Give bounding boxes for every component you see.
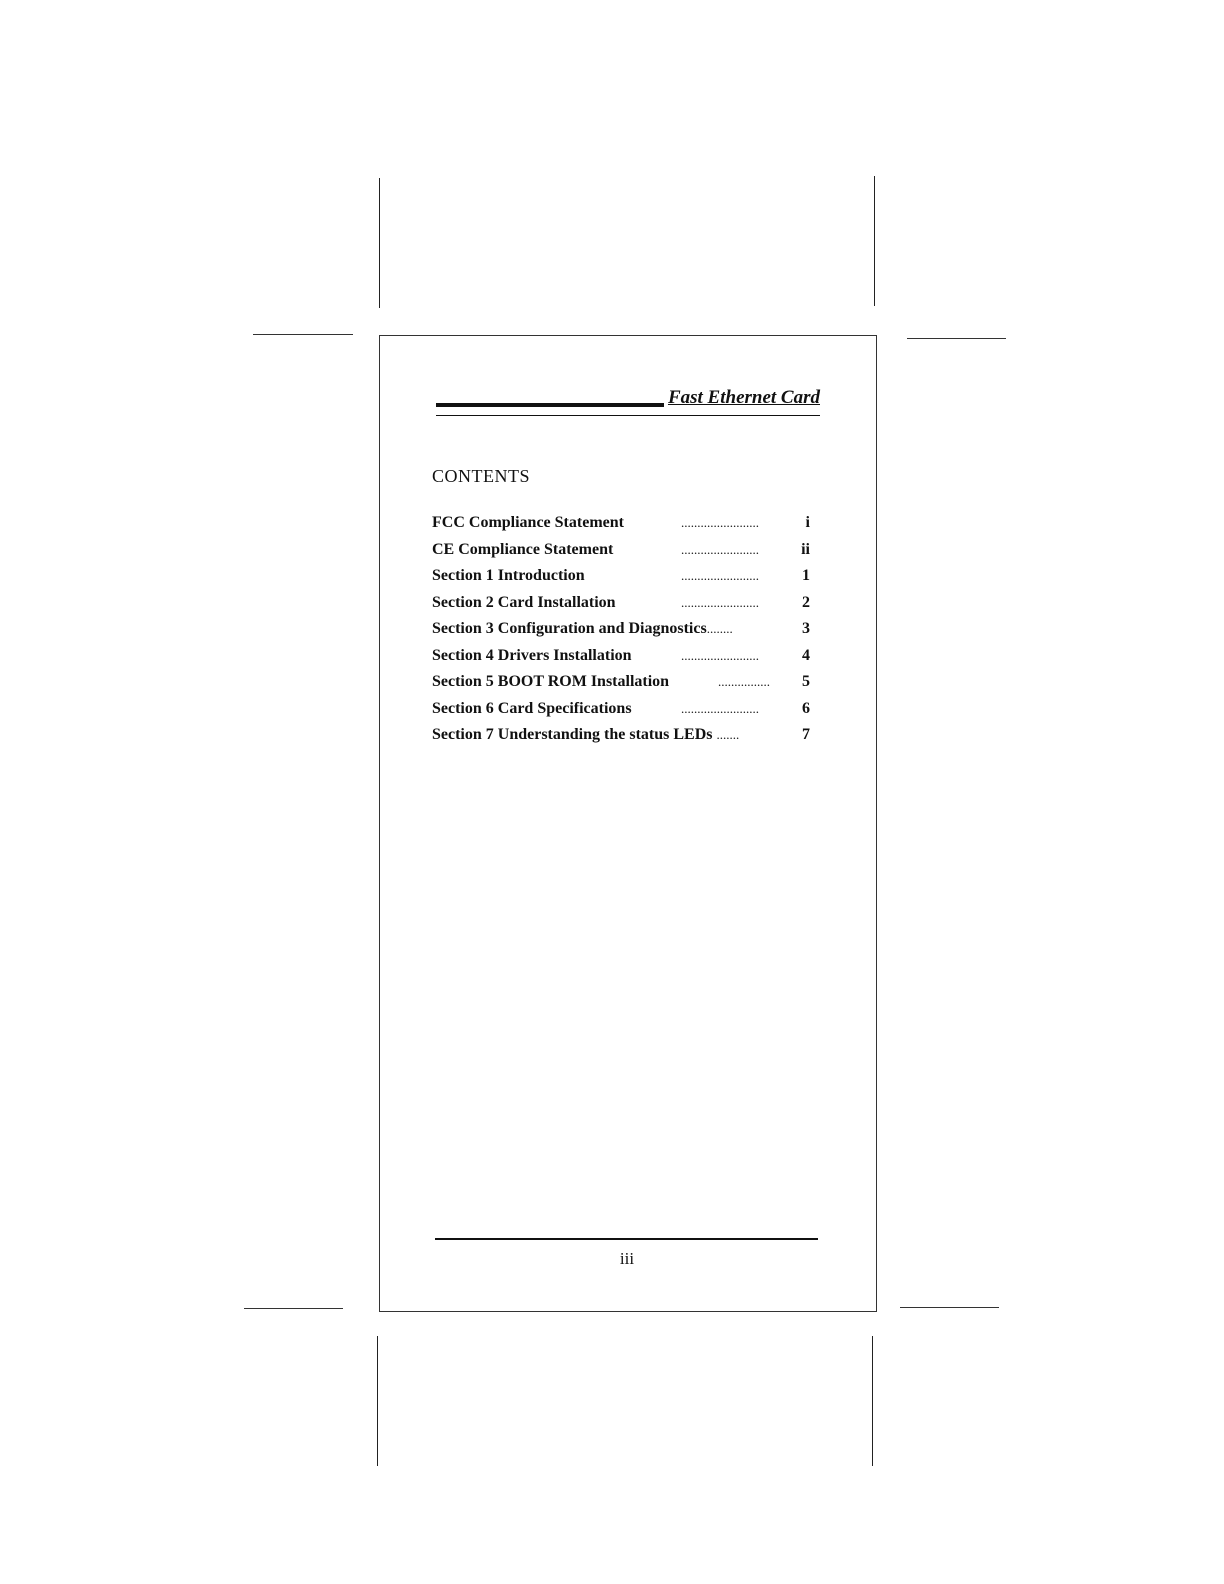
toc-entry-leader: ........................ (681, 700, 759, 716)
toc-entry-title (432, 617, 733, 641)
toc-entry[interactable] (432, 591, 812, 618)
toc-entry-title: Section 4 Drivers Installation (432, 646, 632, 664)
crop-mark-upper-left (253, 334, 353, 335)
toc-entry-page: 6 (802, 699, 810, 717)
toc-entry[interactable] (432, 617, 812, 644)
toc-entry-leader: ........................ (681, 647, 759, 663)
toc-entry-leader: ................ (718, 674, 770, 689)
toc-entry-page: 2 (802, 593, 810, 611)
toc-entry-page: 7 (802, 726, 810, 743)
header-title: Fast Ethernet Card (664, 388, 820, 408)
toc-entry-title-text: Section 7 Understanding the status LEDs (432, 726, 713, 743)
toc-entry[interactable] (432, 723, 812, 750)
crop-mark-lower-right (900, 1307, 999, 1308)
toc-entry-title: Section 2 Card Installation (432, 593, 616, 611)
toc-entry-page: 5 (802, 673, 810, 690)
toc-entry-title: Section 6 Card Specifications (432, 699, 632, 717)
crop-mark-upper-right (907, 338, 1006, 339)
crop-mark-lower-left (244, 1308, 343, 1309)
toc-entry[interactable] (432, 670, 812, 697)
running-header (436, 387, 820, 420)
toc-entry-title: CE Compliance Statement (432, 540, 614, 558)
toc-entry-title (432, 723, 739, 747)
toc-entry-leader: ........ (706, 621, 733, 636)
toc-entry[interactable] (432, 644, 812, 671)
toc-entry[interactable] (432, 564, 812, 591)
toc-entry-title: FCC Compliance Statement (432, 514, 624, 531)
toc-entry-leader: ........................ (681, 568, 759, 583)
crop-mark-bottom-right (872, 1336, 873, 1466)
toc-entry-page: i (805, 514, 810, 531)
toc-entry-page: ii (801, 540, 810, 558)
toc-entry-title-text: Section 3 Configuration and Diagnostics (432, 620, 707, 637)
crop-mark-top-left (379, 178, 380, 308)
crop-mark-top-right (874, 176, 875, 306)
page-number: iii (619, 1249, 635, 1268)
toc-entry[interactable] (432, 697, 812, 724)
crop-mark-bottom-left (377, 1336, 378, 1466)
toc-entry-page: 1 (802, 567, 810, 584)
header-thin-rule (436, 415, 820, 416)
toc-entry-page: 4 (802, 646, 810, 664)
toc-entry[interactable] (432, 511, 812, 538)
toc-entry-leader: ........................ (681, 594, 759, 610)
toc-entry-title: Section 1 Introduction (432, 567, 585, 584)
toc-entry-page: 3 (802, 620, 810, 637)
toc-entry-title: Section 5 BOOT ROM Installation (432, 673, 670, 690)
toc-entry-leader: ....... (716, 727, 740, 742)
toc-entry[interactable] (432, 538, 812, 565)
toc-entry-leader: ........................ (681, 541, 759, 557)
footer-rule (435, 1238, 818, 1240)
contents-heading: CONTENTS (432, 466, 530, 486)
toc-entry-leader: ........................ (681, 515, 759, 530)
table-of-contents (432, 511, 812, 750)
